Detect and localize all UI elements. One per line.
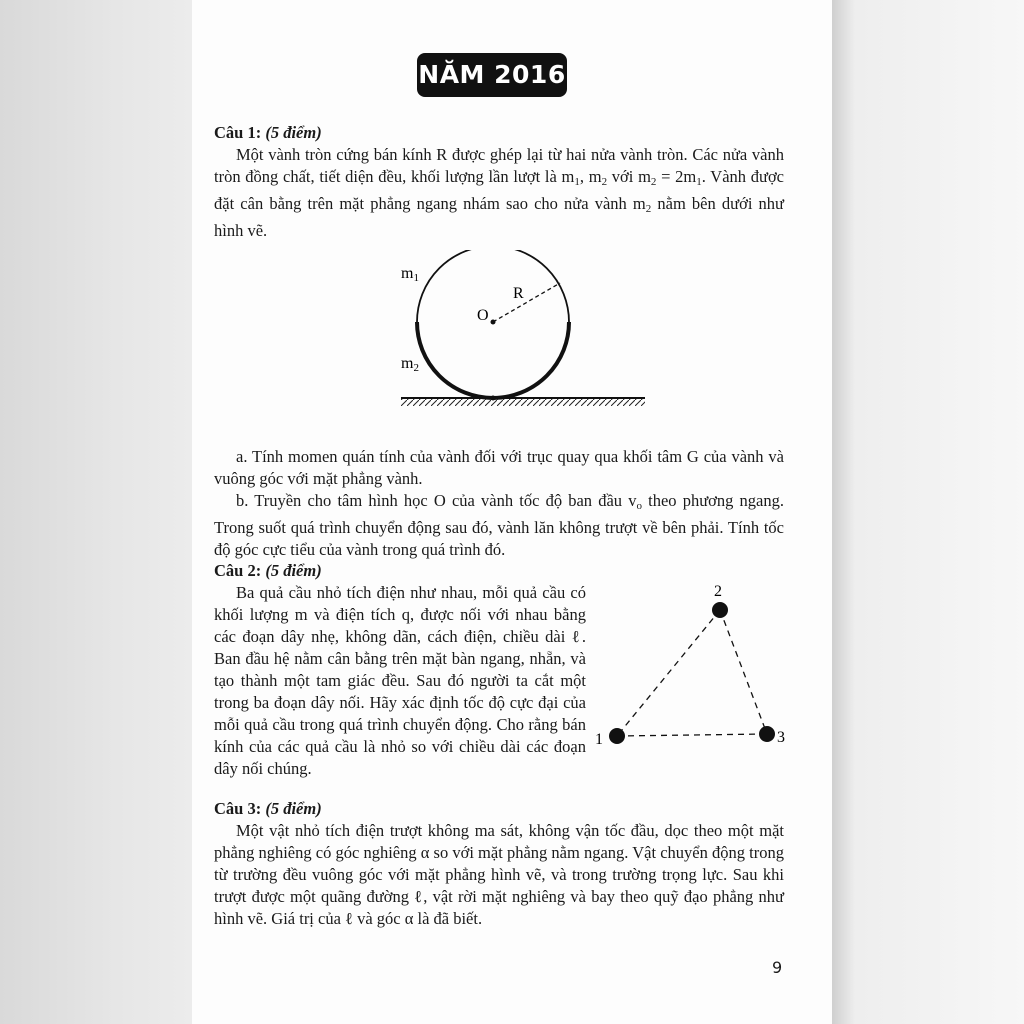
q1-part-b-seg: theo phương ngang. Trong suốt quá trình chuyển động sau đó, vành lăn không trượt về bên phải. Tính tốc độ góc cực tiểu của vành trong quá trình đó. [214, 491, 784, 559]
q1-subscript: 1 [574, 176, 580, 188]
page-number: 9 [772, 958, 783, 977]
q1-subscript: 2 [650, 176, 657, 188]
ring-lower-half [417, 322, 569, 398]
question-1-part-a: a. Tính momen quán tính của vành đối với trục quay qua khối tâm G của vành và vuông góc với mặt phẳng vành. [214, 447, 784, 488]
q1-body-seg: = 2m [656, 167, 697, 186]
question-3-text [214, 798, 784, 930]
question-1-heading [214, 122, 784, 144]
question-1-text [214, 122, 784, 242]
background-left [0, 0, 192, 1024]
label-m1: m1 [401, 265, 419, 284]
ground-hatching [401, 398, 645, 406]
string-1-2 [617, 610, 720, 736]
question-1-body [214, 144, 784, 242]
charge-ball-1 [609, 728, 625, 744]
charge-ball-3 [759, 726, 775, 742]
question-2-heading [214, 560, 586, 582]
question-3-body: Một vật nhỏ tích điện trượt không ma sát, không vận tốc đầu, dọc theo một mặt phẳng nghiêng có góc nghiêng α so với mặt phẳng nằm ngang. Vật chuyển động trong từ trường đều vuông góc với mặt phẳng hình vẽ, và trong trường trọng lực. Sau khi trượt được một quãng đường ℓ, vật rời mặt nghiêng và bay theo quỹ đạo phẳng như hình vẽ. Giá trị của ℓ và góc α là đã biết. [214, 821, 784, 928]
charge-ball-2 [712, 602, 728, 618]
label-radius-r: R [513, 285, 524, 302]
q1-subscript: 2 [601, 176, 608, 188]
label-ball-3: 3 [777, 729, 785, 746]
year-title-badge: NĂM 2016 [417, 53, 567, 97]
question-1-label: Câu 1: [214, 123, 262, 142]
question-1-parts [214, 446, 784, 561]
q1-body-seg: Một vành tròn cứng bán kính R được ghép lại từ hai nửa vành tròn. Các nửa vành tròn đồng chất, tiết diện đều, khối lượng lần lượt là m [214, 145, 784, 186]
radius-line [493, 283, 560, 322]
contact-point [491, 396, 496, 401]
q1-body-seg: , m [579, 167, 602, 186]
question-2-points: (5 điểm) [265, 561, 322, 580]
question-2-body: Ba quả cầu nhỏ tích điện như nhau, mỗi quả cầu có khối lượng m và điện tích q, được nối với nhau bằng các đoạn dây nhẹ, không dãn, cách điện, chiều dài ℓ. Ban đầu hệ nằm cân bằng trên mặt bàn ngang, nhẵn, và tạo thành một tam giác đều. Sau đó người ta cắt một trong ba đoạn dây nối. Hãy xác định tốc độ cực đại của mỗi quả cầu trong quá trình chuyển động. Cho rằng bán kính của các quả cầu là nhỏ so với chiều dài các đoạn dây nối chúng. [214, 583, 586, 778]
background-right [832, 0, 1024, 1024]
label-m2: m2 [401, 355, 419, 374]
label-ball-1: 1 [595, 731, 603, 748]
string-2-3 [720, 610, 767, 734]
label-center-o: O [477, 307, 489, 324]
question-1-points: (5 điểm) [265, 123, 322, 142]
question-2-text [214, 560, 586, 780]
q1-body-seg: với m [607, 167, 651, 186]
q1-body-seg: . Vành được đặt cân bằng trên mặt phẳng ngang nhám sao cho nửa vành m [214, 167, 784, 213]
q1-body-seg: nằm bên dưới như hình vẽ. [214, 194, 784, 240]
question-1-part-b [214, 490, 784, 561]
string-1-3 [617, 734, 767, 736]
question-3-label: Câu 3: [214, 799, 262, 818]
question-2-label: Câu 2: [214, 561, 262, 580]
ring-figure [395, 250, 650, 415]
question-3-heading [214, 798, 784, 820]
center-point [491, 320, 496, 325]
q1-part-b-seg: b. Truyền cho tâm hình học O của vành tốc độ ban đầu v [236, 491, 637, 510]
q1-part-b-subscript: o [636, 500, 642, 512]
question-3-points: (5 điểm) [265, 799, 322, 818]
triangle-figure [590, 578, 800, 758]
q1-subscript: 2 [645, 203, 652, 215]
label-ball-2: 2 [714, 583, 722, 600]
q1-subscript: 1 [696, 176, 702, 188]
